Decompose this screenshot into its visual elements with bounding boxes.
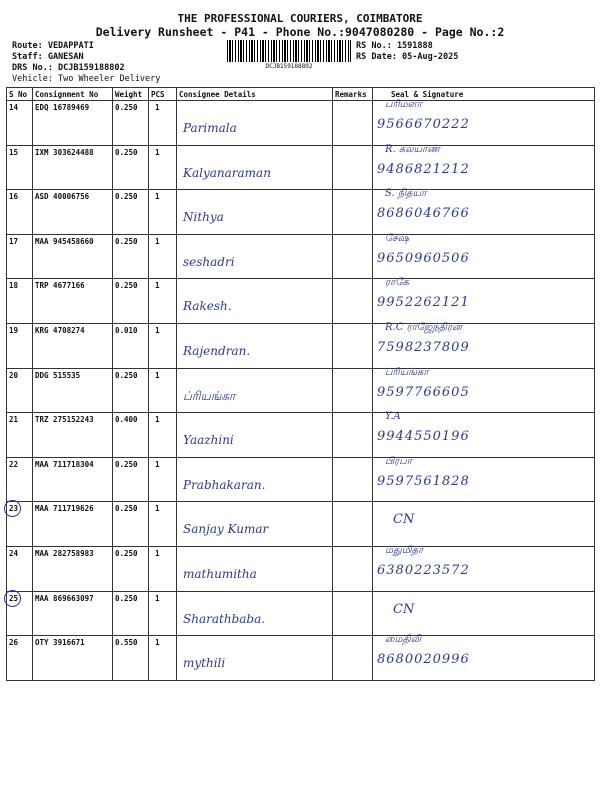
drs-barcode	[227, 40, 351, 62]
row-consignee	[177, 413, 333, 458]
row-remarks	[333, 101, 373, 146]
row-consignee	[177, 145, 333, 190]
row-pcs: 1	[149, 323, 177, 368]
signature: மதுமிதா	[385, 544, 424, 556]
row-pcs: 1	[149, 546, 177, 591]
row-signature	[373, 234, 595, 279]
row-consignee	[177, 502, 333, 547]
sno-text: 14	[9, 103, 19, 112]
sno-text: 17	[9, 236, 19, 246]
row-weight: 0.250	[113, 145, 149, 190]
phone-number: 9486821212	[377, 161, 470, 177]
row-weight: 0.250	[113, 190, 149, 235]
row-signature	[373, 457, 595, 502]
row-pcs: 1	[149, 413, 177, 458]
rs-number: RS No.: 1591888	[356, 41, 433, 51]
row-signature	[373, 368, 595, 413]
row-weight: 0.250	[113, 546, 149, 591]
sno-text: 23	[9, 504, 19, 514]
row-weight: 0.250	[113, 279, 149, 324]
row-signature	[373, 502, 595, 547]
row-pcs: 1	[149, 368, 177, 413]
sno-text: 25	[9, 593, 19, 603]
consignee-name: mythili	[183, 656, 226, 671]
sno-text: 24	[9, 548, 19, 558]
col-header-weight: Weight	[113, 88, 149, 101]
phone-number: 9566670222	[377, 117, 470, 132]
phone-number: 6380223572	[377, 562, 470, 578]
row-signature	[373, 145, 595, 190]
row-consignment: KRG 4708274	[33, 323, 113, 368]
row-weight: 0.250	[113, 457, 149, 502]
row-consignee	[177, 234, 333, 279]
circle-mark	[4, 590, 21, 607]
phone-number: 9944550196	[377, 429, 470, 445]
row-pcs: 1	[149, 636, 177, 681]
phone-number: 9952262121	[377, 295, 470, 311]
row-consignee	[177, 368, 333, 413]
row-remarks	[333, 145, 373, 190]
row-sno	[7, 101, 33, 146]
row-pcs: 1	[149, 101, 177, 146]
row-remarks	[333, 190, 373, 235]
consignee-name: Rajendran.	[183, 343, 251, 358]
row-consignment: MAA 869663097	[33, 591, 113, 636]
row-consignee	[177, 636, 333, 681]
sno-text: 18	[9, 281, 19, 291]
row-weight: 0.250	[113, 101, 149, 146]
row-consignee	[177, 190, 333, 235]
row-consignee	[177, 546, 333, 591]
phone-number: 8686046766	[377, 206, 470, 222]
signature: பரிமளா	[385, 99, 422, 110]
row-remarks	[333, 413, 373, 458]
runsheet-table	[6, 87, 595, 681]
row-remarks	[333, 546, 373, 591]
row-signature	[373, 323, 595, 368]
signature: CN	[393, 512, 415, 528]
company-title: THE PROFESSIONAL COURIERS, COIMBATORE	[177, 12, 423, 25]
table-header-row	[7, 88, 595, 101]
table-row	[7, 234, 595, 279]
col-header-sno: S No	[7, 88, 33, 101]
table-row	[7, 591, 595, 636]
table-row	[7, 145, 595, 190]
consignee-name: Parimala	[183, 121, 237, 135]
row-consignment: DDG 515535	[33, 368, 113, 413]
row-signature	[373, 546, 595, 591]
consignee-name: Nithya	[183, 210, 224, 225]
consignee-name: mathumitha	[183, 566, 257, 581]
consignee-name: Sharathbaba.	[183, 611, 266, 626]
sno-text: 20	[9, 370, 19, 380]
table-row	[7, 279, 595, 324]
row-consignment: IXM 303624488	[33, 145, 113, 190]
col-header-consignment: Consignment No	[33, 88, 113, 101]
row-remarks	[333, 636, 373, 681]
row-consignment: MAA 282758983	[33, 546, 113, 591]
barcode-text: DCJB159188802	[265, 63, 313, 70]
signature: Y.A	[385, 411, 401, 423]
circle-mark	[4, 500, 21, 517]
row-consignment: MAA 945458660	[33, 234, 113, 279]
consignee-name: Sanjay Kumar	[183, 522, 269, 537]
consignee-name: Yaazhini	[183, 433, 234, 448]
table-row	[7, 413, 595, 458]
row-pcs: 1	[149, 190, 177, 235]
row-weight: 0.010	[113, 323, 149, 368]
signature: ராகே	[385, 277, 409, 289]
row-consignment: TRZ 275152243	[33, 413, 113, 458]
runsheet-subtitle: Delivery Runsheet - P41 - Phone No.:9047080280 - Page No.:2	[95, 25, 505, 39]
sno-text: 15	[9, 147, 19, 157]
signature: ப்ரியங்கா	[385, 366, 429, 378]
row-sno	[7, 413, 33, 458]
row-pcs: 1	[149, 502, 177, 547]
row-consignment: MAA 711718304	[33, 457, 113, 502]
row-remarks	[333, 323, 373, 368]
phone-number: 9597561828	[377, 473, 470, 489]
row-signature	[373, 101, 595, 146]
row-pcs: 1	[149, 279, 177, 324]
row-remarks	[333, 368, 373, 413]
row-consignee	[177, 101, 333, 146]
row-signature	[373, 279, 595, 324]
row-consignee	[177, 591, 333, 636]
signature: R. கல்யாண்	[385, 143, 441, 155]
sno-text: 26	[9, 638, 19, 648]
row-consignment: ASD 40006756	[33, 190, 113, 235]
table-row	[7, 636, 595, 681]
col-header-pcs: PCS	[149, 88, 177, 101]
row-sno	[7, 457, 33, 502]
table-row	[7, 546, 595, 591]
row-signature	[373, 413, 595, 458]
phone-number: 9650960506	[377, 250, 470, 266]
row-consignee	[177, 279, 333, 324]
row-weight: 0.250	[113, 502, 149, 547]
row-sno	[7, 145, 33, 190]
sno-text: 22	[9, 459, 19, 469]
staff-label: Staff: GANESAN	[12, 52, 84, 62]
consignee-name: ப்ரியங்கா	[183, 388, 236, 403]
table-row	[7, 101, 595, 146]
drs-number: DRS No.: DCJB159188802	[12, 63, 125, 73]
row-sno	[7, 546, 33, 591]
rs-date: RS Date: 05-Aug-2025	[356, 52, 459, 62]
phone-number: 7598237809	[377, 339, 470, 355]
phone-number: 9597766605	[377, 384, 470, 400]
row-consignment: TRP 4677166	[33, 279, 113, 324]
signature: பிரபா	[385, 455, 412, 467]
row-sno	[7, 323, 33, 368]
signature: S. நித்யா	[385, 188, 427, 200]
signature: CN	[393, 601, 415, 617]
row-remarks	[333, 457, 373, 502]
row-remarks	[333, 502, 373, 547]
row-signature	[373, 190, 595, 235]
table-row	[7, 190, 595, 235]
row-sno	[7, 636, 33, 681]
row-weight: 0.400	[113, 413, 149, 458]
table-row	[7, 502, 595, 547]
row-signature	[373, 591, 595, 636]
col-header-consignee: Consignee Details	[177, 88, 333, 101]
route-label: Route: VEDAPPATI	[12, 41, 94, 51]
row-consignee	[177, 457, 333, 502]
row-remarks	[333, 234, 373, 279]
consignee-name: Prabhakaran.	[183, 477, 266, 492]
row-weight: 0.250	[113, 368, 149, 413]
row-weight: 0.250	[113, 234, 149, 279]
vehicle-label: Vehicle: Two Wheeler Delivery	[12, 74, 161, 84]
signature: மைதிலி	[385, 634, 421, 646]
table-row	[7, 457, 595, 502]
row-sno	[7, 190, 33, 235]
row-consignment: MAA 711719626	[33, 502, 113, 547]
consignee-name: Kalyanaraman	[183, 165, 271, 180]
row-consignee	[177, 323, 333, 368]
phone-number: 8680020996	[377, 652, 470, 668]
row-pcs: 1	[149, 234, 177, 279]
row-sno	[7, 502, 33, 547]
col-header-signature: Seal & Signature	[373, 88, 595, 101]
row-sno	[7, 279, 33, 324]
row-pcs: 1	[149, 145, 177, 190]
row-remarks	[333, 279, 373, 324]
consignee-name: seshadri	[183, 254, 235, 269]
table-row	[7, 368, 595, 413]
row-weight: 0.550	[113, 636, 149, 681]
signature: R.C ராஜேந்திரன்	[385, 321, 462, 333]
row-sno	[7, 591, 33, 636]
consignee-name: Rakesh.	[183, 299, 232, 314]
sno-text: 19	[9, 325, 19, 335]
sno-text: 21	[9, 415, 19, 425]
row-consignment: OTY 3916671	[33, 636, 113, 681]
row-weight: 0.250	[113, 591, 149, 636]
table-row	[7, 323, 595, 368]
row-signature	[373, 636, 595, 681]
signature: சேஷ	[385, 232, 409, 244]
row-sno	[7, 234, 33, 279]
col-header-remarks: Remarks	[333, 88, 373, 101]
row-pcs: 1	[149, 457, 177, 502]
row-pcs: 1	[149, 591, 177, 636]
row-sno	[7, 368, 33, 413]
row-consignment: EDQ 16789469	[33, 101, 113, 146]
sno-text: 16	[9, 192, 19, 202]
row-remarks	[333, 591, 373, 636]
